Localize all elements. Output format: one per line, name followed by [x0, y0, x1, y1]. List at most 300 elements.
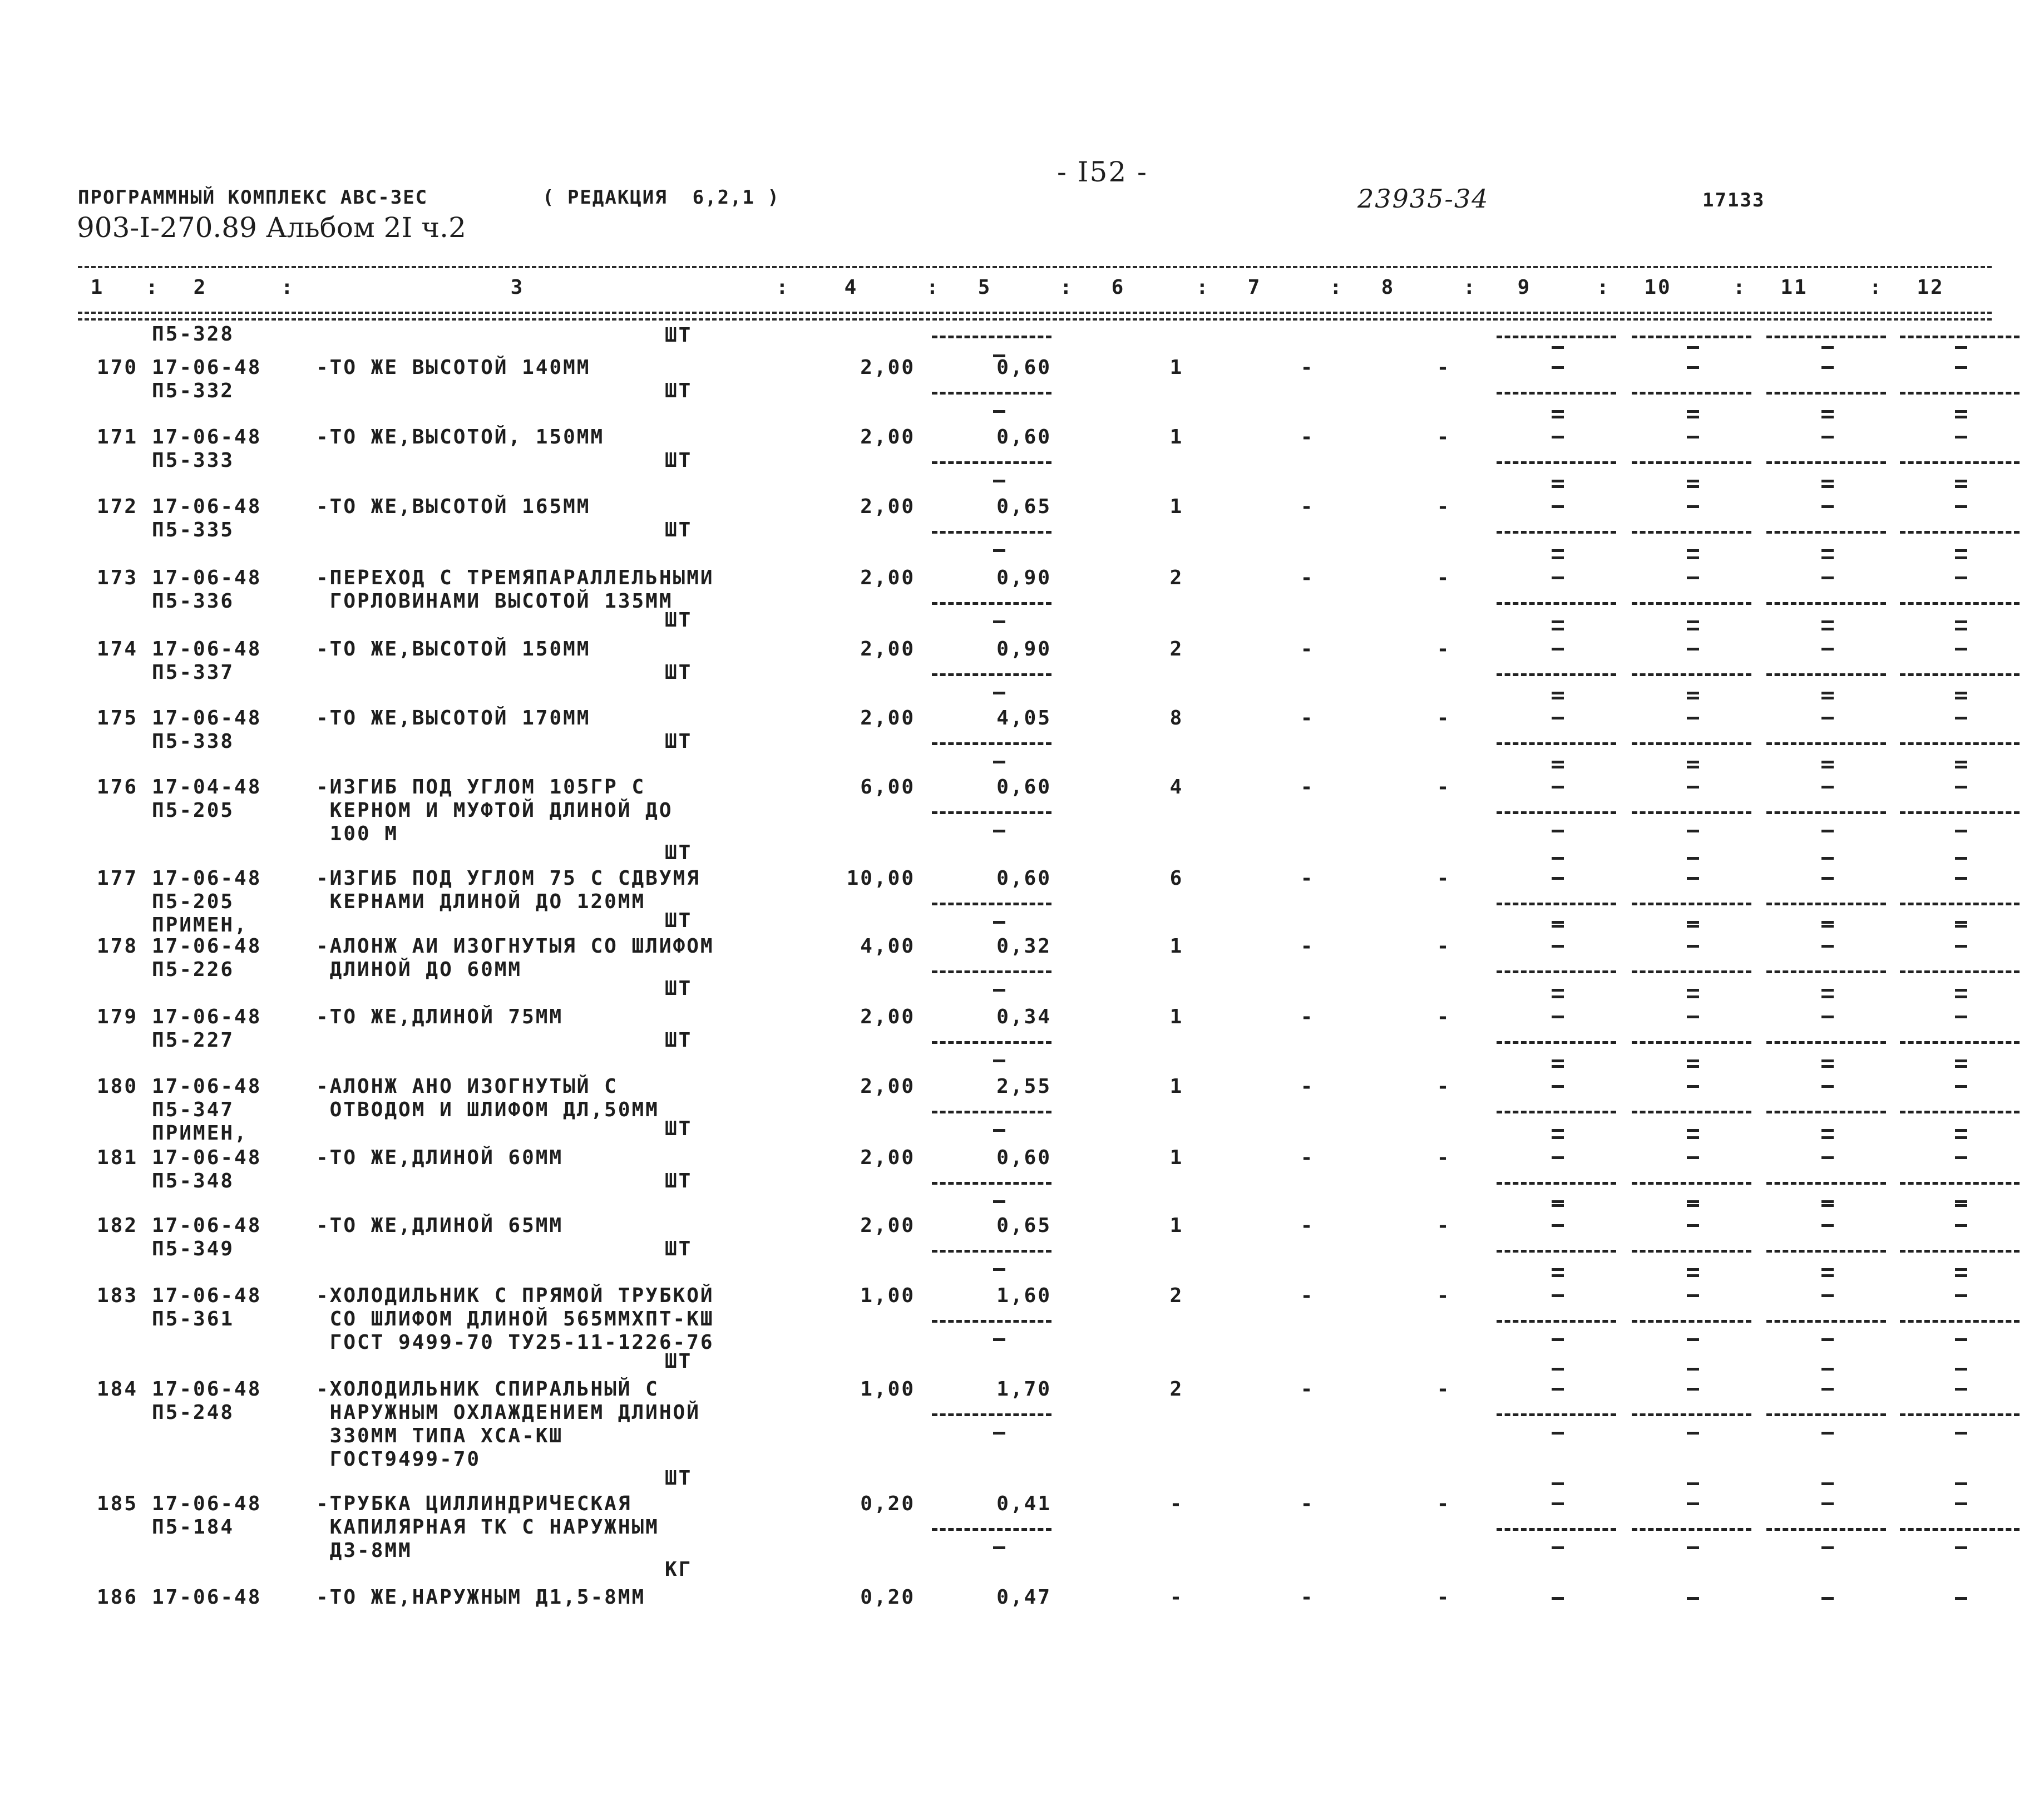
row-number: 174	[96, 638, 138, 661]
dash-mark	[1821, 995, 1834, 998]
column-header-rule-1	[78, 312, 1992, 314]
col5-underline	[932, 811, 1051, 814]
qty-value: 1,00	[860, 1284, 915, 1307]
unit-label: ШТ	[665, 1029, 693, 1052]
dash-mark	[1687, 1294, 1699, 1297]
dash-mark	[993, 1546, 1005, 1549]
col6-value: 1	[1169, 495, 1184, 518]
dash-mark	[1955, 410, 1967, 413]
dash-mark	[1955, 945, 1967, 948]
dash-mark	[1821, 1482, 1834, 1485]
unit-label: ШТ	[665, 609, 693, 632]
column-header-6: 6	[1111, 276, 1125, 299]
price-value: 0,65	[996, 495, 1051, 518]
dash-mark	[1821, 1136, 1834, 1139]
price-value: 4,05	[996, 707, 1051, 730]
right-col-underline	[1497, 1182, 1616, 1185]
dash-mark	[1821, 857, 1834, 860]
item-code: 17-06-48	[152, 1075, 262, 1098]
col8-value: -	[1436, 935, 1451, 958]
price-value: 0,32	[996, 935, 1051, 958]
dash-mark	[1821, 480, 1834, 482]
right-col-underline	[1632, 1320, 1751, 1323]
dash-mark	[1955, 1065, 1967, 1068]
dash-mark	[1687, 576, 1699, 579]
col5-underline	[932, 1182, 1051, 1185]
dash-mark	[1821, 786, 1834, 788]
dash-mark	[1821, 1274, 1834, 1277]
col7-value: -	[1300, 1214, 1315, 1237]
col7-value: -	[1300, 1586, 1315, 1609]
dash-mark	[1821, 830, 1834, 832]
row-number: 180	[96, 1075, 138, 1098]
col8-value: -	[1436, 1146, 1451, 1169]
dash-mark	[1552, 766, 1564, 768]
right-col-underline	[1766, 1320, 1886, 1323]
album-reference: 903-I-270.89 Альбом 2I ч.2	[77, 211, 466, 244]
dash-mark	[1552, 628, 1564, 630]
dash-mark	[1687, 366, 1699, 369]
dash-mark	[1687, 416, 1699, 418]
column-header-7: 7	[1247, 276, 1262, 299]
column-separator: :	[281, 276, 295, 299]
dash-mark	[1821, 628, 1834, 630]
unit-label: ШТ	[665, 841, 693, 864]
dash-mark	[1687, 925, 1699, 928]
dash-mark	[1552, 1204, 1564, 1207]
dash-mark	[1955, 480, 1967, 482]
right-col-underline	[1900, 602, 2020, 605]
right-col-underline	[1766, 903, 1886, 905]
dash-mark	[1552, 921, 1564, 924]
dash-mark	[1821, 1016, 1834, 1018]
dash-mark	[1687, 505, 1699, 508]
dash-mark	[1821, 1338, 1834, 1341]
dash-mark	[1552, 485, 1564, 488]
dash-mark	[1552, 995, 1564, 998]
dash-mark	[1821, 1388, 1834, 1391]
unit-label: ШТ	[665, 730, 693, 753]
dash-mark	[1552, 1597, 1564, 1600]
item-description: Д3-8ММ	[316, 1539, 412, 1562]
dash-mark	[993, 1200, 1005, 1203]
dash-mark	[1955, 366, 1967, 369]
item-code-secondary: П5-347	[152, 1098, 235, 1121]
qty-value: 2,00	[860, 356, 915, 379]
column-separator: :	[926, 276, 940, 299]
right-col-underline	[1497, 1111, 1616, 1113]
right-col-underline	[1497, 1250, 1616, 1253]
dash-mark	[1955, 1016, 1967, 1018]
column-separator: :	[1733, 276, 1747, 299]
edition-label: ( РЕДАКЦИЯ 6,2,1 )	[542, 186, 780, 209]
dash-mark	[1687, 346, 1699, 349]
item-code: 17-06-48	[152, 1214, 262, 1237]
col7-value: -	[1300, 1492, 1315, 1515]
dash-mark	[1955, 761, 1967, 763]
col7-value: -	[1300, 356, 1315, 379]
right-col-underline	[1900, 336, 2020, 338]
dash-mark	[1821, 1129, 1834, 1132]
col7-value: -	[1300, 707, 1315, 730]
dash-mark	[1955, 989, 1967, 992]
col7-value: -	[1300, 495, 1315, 518]
item-description: -ТО ЖЕ,ДЛИНОЙ 75ММ	[316, 1006, 564, 1028]
row-number: 185	[96, 1492, 138, 1515]
dash-mark	[1552, 1274, 1564, 1277]
col8-value: -	[1436, 566, 1451, 589]
col5-underline	[932, 673, 1051, 676]
dash-mark	[1552, 925, 1564, 928]
right-col-underline	[1497, 602, 1616, 605]
item-code-secondary: П5-227	[152, 1029, 235, 1052]
dash-mark	[1821, 1368, 1834, 1371]
item-code: 17-06-48	[152, 356, 262, 379]
price-value: 0,34	[996, 1006, 1051, 1028]
dash-mark	[1821, 436, 1834, 438]
dash-mark	[1821, 921, 1834, 924]
row-number: 182	[96, 1214, 138, 1237]
col7-value: -	[1300, 776, 1315, 799]
dash-mark	[1687, 945, 1699, 948]
price-value: 0,60	[996, 1146, 1051, 1169]
item-code-secondary: П5-332	[152, 379, 235, 402]
dash-mark	[1687, 766, 1699, 768]
column-header-5: 5	[977, 276, 992, 299]
price-value: 0,60	[996, 776, 1051, 799]
col6-value: 4	[1169, 776, 1184, 799]
col8-value: -	[1436, 1586, 1451, 1609]
dash-mark	[1821, 1200, 1834, 1203]
item-code-secondary: П5-205	[152, 890, 235, 913]
col7-value: -	[1300, 1146, 1315, 1169]
dash-mark	[1821, 945, 1834, 948]
dash-mark	[1955, 1204, 1967, 1207]
dash-mark	[1552, 717, 1564, 719]
item-description: -ТО ЖЕ,ВЫСОТОЙ 150ММ	[316, 638, 591, 661]
dash-mark	[1687, 1224, 1699, 1227]
dash-mark	[1552, 1224, 1564, 1227]
dash-mark	[1687, 717, 1699, 719]
dash-mark	[1955, 346, 1967, 349]
dash-mark	[1687, 1204, 1699, 1207]
right-col-underline	[1632, 970, 1751, 973]
dash-mark	[1552, 366, 1564, 369]
item-description: -ТО ЖЕ,ВЫСОТОЙ 165ММ	[316, 495, 591, 518]
col8-value: -	[1436, 867, 1451, 890]
right-col-underline	[1766, 1041, 1886, 1044]
item-description: КЕРНОМ И МУФТОЙ ДЛИНОЙ ДО	[316, 799, 673, 822]
right-col-underline	[1497, 336, 1616, 338]
dash-mark	[1955, 1059, 1967, 1062]
col7-value: -	[1300, 935, 1315, 958]
dash-mark	[1821, 761, 1834, 763]
row-number: 186	[96, 1586, 138, 1609]
dash-mark	[1687, 1482, 1699, 1485]
right-col-underline	[1900, 461, 2020, 464]
dash-mark	[1687, 1065, 1699, 1068]
col5-underline	[932, 742, 1051, 745]
right-col-underline	[1900, 1528, 2020, 1531]
right-col-underline	[1766, 531, 1886, 534]
qty-value: 1,00	[860, 1378, 915, 1401]
dash-mark	[1552, 576, 1564, 579]
dash-mark	[1955, 505, 1967, 508]
dash-mark	[1687, 1274, 1699, 1277]
dash-mark	[993, 989, 1005, 992]
col5-underline	[932, 903, 1051, 905]
right-col-underline	[1632, 1182, 1751, 1185]
dash-mark	[1552, 1156, 1564, 1159]
dash-mark	[1821, 576, 1834, 579]
dash-mark	[1552, 1085, 1564, 1088]
dash-mark	[1687, 1268, 1699, 1271]
right-col-underline	[1497, 1041, 1616, 1044]
right-col-underline	[1900, 1250, 2020, 1253]
row-number: 184	[96, 1378, 138, 1401]
column-separator: :	[1196, 276, 1210, 299]
unit-label: ШТ	[665, 1467, 693, 1490]
dash-mark	[1955, 1274, 1967, 1277]
qty-value: 0,20	[860, 1492, 915, 1515]
right-col-underline	[1900, 742, 2020, 745]
right-col-underline	[1632, 1041, 1751, 1044]
col7-value: -	[1300, 1284, 1315, 1307]
dash-mark	[993, 410, 1005, 413]
dash-mark	[1552, 877, 1564, 880]
dash-mark	[1552, 1268, 1564, 1271]
dash-mark	[1821, 692, 1834, 694]
row-number: 181	[96, 1146, 138, 1169]
qty-value: 2,00	[860, 1006, 915, 1028]
right-col-underline	[1766, 392, 1886, 395]
item-description: ГОСТ9499-70	[316, 1448, 481, 1471]
dash-mark	[1687, 989, 1699, 992]
dash-mark	[1552, 505, 1564, 508]
dash-mark	[1821, 1156, 1834, 1159]
col5-underline	[932, 461, 1051, 464]
dash-mark	[1687, 830, 1699, 832]
item-code-secondary: П5-361	[152, 1308, 235, 1330]
dash-mark	[1687, 1338, 1699, 1341]
dash-mark	[1955, 556, 1967, 559]
price-value: 0,60	[996, 867, 1051, 890]
item-description: -АЛОНЖ АИ ИЗОГНУТЫЯ СО ШЛИФОМ	[316, 935, 714, 958]
right-col-underline	[1900, 903, 2020, 905]
dash-mark	[1687, 921, 1699, 924]
dash-mark	[1552, 416, 1564, 418]
qty-value: 2,00	[860, 638, 915, 661]
dash-mark	[1955, 995, 1967, 998]
dash-mark	[1552, 1136, 1564, 1139]
dash-mark	[1552, 1482, 1564, 1485]
col7-value: -	[1300, 1006, 1315, 1028]
col7-value: -	[1300, 426, 1315, 448]
item-description: 100 М	[316, 822, 399, 845]
dash-mark	[1552, 1016, 1564, 1018]
item-code: 17-06-48	[152, 1006, 262, 1028]
right-col-underline	[1632, 1111, 1751, 1113]
dash-mark	[993, 549, 1005, 552]
dash-mark	[1955, 436, 1967, 438]
dash-mark	[1955, 697, 1967, 699]
row-number: 171	[96, 426, 138, 448]
dash-mark	[1687, 620, 1699, 623]
item-description: НАРУЖНЫМ ОХЛАЖДЕНИЕМ ДЛИНОЙ	[316, 1401, 700, 1424]
col6-value: 1	[1169, 426, 1184, 448]
dash-mark	[1687, 1502, 1699, 1505]
col6-value: 1	[1169, 935, 1184, 958]
price-value: 0,90	[996, 566, 1051, 589]
item-code: 17-06-48	[152, 867, 262, 890]
dash-mark	[1687, 1546, 1699, 1549]
right-col-underline	[1497, 1413, 1616, 1416]
dash-mark	[1955, 1294, 1967, 1297]
right-col-underline	[1632, 811, 1751, 814]
dash-mark	[1552, 786, 1564, 788]
dash-mark	[1552, 556, 1564, 559]
dash-mark	[1552, 1502, 1564, 1505]
row-number: 177	[96, 867, 138, 890]
col5-underline	[932, 970, 1051, 973]
price-value: 0,90	[996, 638, 1051, 661]
qty-value: 6,00	[860, 776, 915, 799]
item-code-secondary: П5-328	[152, 323, 235, 346]
item-note: ПРИМЕН,	[152, 914, 248, 937]
col5-underline	[932, 1250, 1051, 1253]
dash-mark	[1955, 877, 1967, 880]
item-description: -ТО ЖЕ,НАРУЖНЫМ Д1,5-8ММ	[316, 1586, 646, 1609]
column-separator: :	[146, 276, 160, 299]
program-title: ПРОГРАММНЫЙ КОМПЛЕКС АВС-3ЕС	[78, 186, 428, 209]
dash-mark	[993, 830, 1005, 832]
row-number: 172	[96, 495, 138, 518]
right-col-underline	[1497, 461, 1616, 464]
right-col-underline	[1497, 673, 1616, 676]
item-code: 17-06-48	[152, 1586, 262, 1609]
col8-value: -	[1436, 638, 1451, 661]
col6-value: 6	[1169, 867, 1184, 890]
dash-mark	[1821, 549, 1834, 552]
right-col-underline	[1900, 673, 2020, 676]
item-code-secondary: П5-348	[152, 1170, 235, 1192]
unit-label: ШТ	[665, 1238, 693, 1260]
unit-label: ШТ	[665, 519, 693, 541]
item-code-secondary: П5-205	[152, 799, 235, 822]
dash-mark	[993, 1432, 1005, 1435]
dash-mark	[1955, 692, 1967, 694]
right-col-underline	[1632, 461, 1751, 464]
col6-value: 8	[1169, 707, 1184, 730]
dash-mark	[1687, 1597, 1699, 1600]
dash-mark	[1821, 697, 1834, 699]
col6-value: -	[1169, 1586, 1184, 1609]
right-col-underline	[1766, 673, 1886, 676]
right-col-underline	[1900, 811, 2020, 814]
col8-value: -	[1436, 1214, 1451, 1237]
item-description: -ИЗГИБ ПОД УГЛОМ 75 С СДВУМЯ	[316, 867, 700, 890]
dash-mark	[1552, 436, 1564, 438]
dash-mark	[993, 921, 1005, 924]
dash-mark	[1955, 576, 1967, 579]
right-col-underline	[1900, 1041, 2020, 1044]
dash-mark	[1687, 648, 1699, 650]
dash-mark	[1955, 1268, 1967, 1271]
dash-mark	[1552, 620, 1564, 623]
col5-underline	[932, 602, 1051, 605]
column-header-8: 8	[1381, 276, 1395, 299]
dash-mark	[1821, 1294, 1834, 1297]
item-code: 17-06-48	[152, 495, 262, 518]
item-description: -ПЕРЕХОД С ТРЕМЯПАРАЛЛЕЛЬНЫМИ	[316, 566, 714, 589]
price-value: 2,55	[996, 1075, 1051, 1098]
dash-mark	[1955, 1546, 1967, 1549]
col6-value: 1	[1169, 1146, 1184, 1169]
dash-mark	[1955, 628, 1967, 630]
dash-mark	[1552, 1200, 1564, 1203]
right-col-underline	[1497, 1528, 1616, 1531]
dash-mark	[1955, 717, 1967, 719]
column-header-rule-2	[78, 318, 1992, 321]
dash-mark	[1821, 366, 1834, 369]
price-value: 0,41	[996, 1492, 1051, 1515]
item-description: -ТО ЖЕ ВЫСОТОЙ 140ММ	[316, 356, 591, 379]
dash-mark	[1955, 766, 1967, 768]
dash-mark	[1821, 1065, 1834, 1068]
col6-value: 1	[1169, 356, 1184, 379]
right-col-underline	[1766, 602, 1886, 605]
dash-mark	[1821, 1597, 1834, 1600]
dash-mark	[1552, 857, 1564, 860]
dash-mark	[1687, 857, 1699, 860]
item-description: ОТВОДОМ И ШЛИФОМ ДЛ,50ММ	[316, 1098, 659, 1121]
column-header-1: 1	[90, 276, 105, 299]
dash-mark	[1552, 697, 1564, 699]
item-code: 17-06-48	[152, 935, 262, 958]
dash-mark	[1955, 1482, 1967, 1485]
dash-mark	[1552, 410, 1564, 413]
item-description: 330ММ ТИПА ХСА-КШ	[316, 1425, 564, 1447]
right-col-underline	[1632, 602, 1751, 605]
item-code: 17-04-48	[152, 776, 262, 799]
dash-mark	[1552, 346, 1564, 349]
dash-mark	[1955, 549, 1967, 552]
unit-label: ШТ	[665, 977, 693, 1000]
dash-mark	[1687, 410, 1699, 413]
right-col-underline	[1497, 970, 1616, 973]
dash-mark	[1552, 692, 1564, 694]
col5-underline	[932, 1413, 1051, 1416]
item-description: -ХОЛОДИЛЬНИК С ПРЯМОЙ ТРУБКОЙ	[316, 1284, 714, 1307]
right-col-underline	[1497, 811, 1616, 814]
item-code: 17-06-48	[152, 1146, 262, 1169]
dash-mark	[1552, 549, 1564, 552]
col8-value: -	[1436, 707, 1451, 730]
dash-mark	[1955, 921, 1967, 924]
dash-mark	[1821, 1085, 1834, 1088]
dash-mark	[1552, 648, 1564, 650]
col5-underline	[932, 531, 1051, 534]
dash-mark	[993, 692, 1005, 694]
column-header-4: 4	[844, 276, 858, 299]
col5-underline	[932, 1320, 1051, 1323]
unit-label: ШТ	[665, 379, 693, 402]
dash-mark	[1821, 485, 1834, 488]
right-col-underline	[1766, 336, 1886, 338]
dash-mark	[1687, 1136, 1699, 1139]
dash-mark	[1552, 1129, 1564, 1132]
dash-mark	[1552, 945, 1564, 948]
